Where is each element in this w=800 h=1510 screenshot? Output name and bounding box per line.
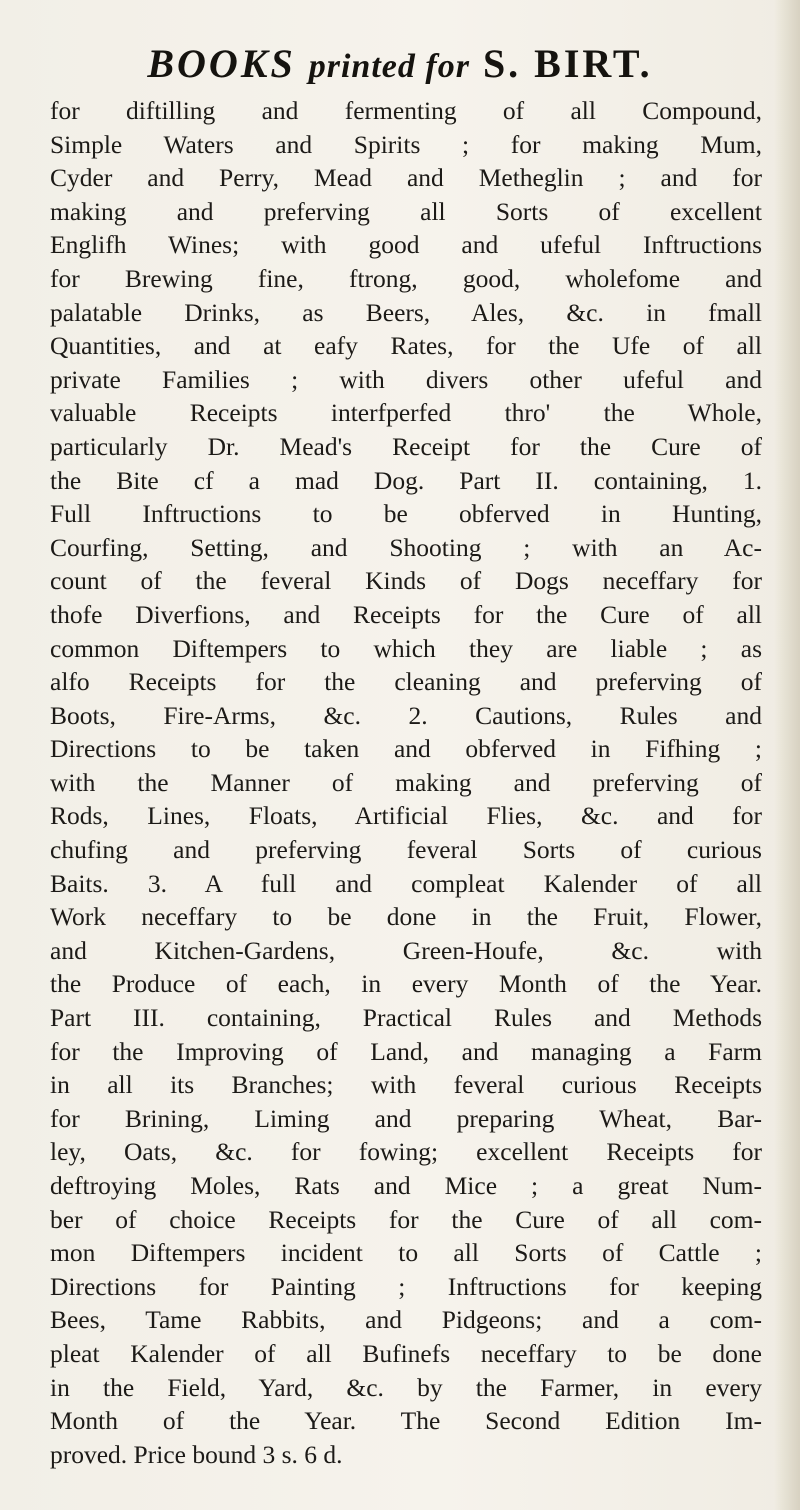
text-line: Boots, Fire-Arms, &c. 2. Cautions, Rules and — [50, 700, 762, 730]
text-line: Directions to be taken and obferved in Fifhing ; — [50, 734, 762, 764]
text-line: for Brewing fine, ftrong, good, wholefome and — [50, 263, 762, 293]
text-line: Courfing, Setting, and Shooting ; with an Ac- — [50, 532, 762, 562]
text-line: and Kitchen-Gardens, Green-Houfe, &c. with — [50, 935, 762, 965]
text-line: palatable Drinks, as Beers, Ales, &c. in fmall — [50, 297, 762, 327]
text-line: the Produce of each, in every Month of the Year. — [50, 969, 762, 999]
text-line: valuable Receipts interfperfed thro' the Whole, — [50, 398, 762, 428]
text-line-price: proved. Price bound 3 s. 6 d. — [50, 1439, 343, 1469]
text-line: Cyder and Perry, Mead and Metheglin ; and for — [50, 163, 762, 193]
header-books: BOOKS — [147, 41, 296, 86]
text-line: Work neceffary to be done in the Fruit, Flower, — [50, 902, 762, 932]
advertisement-text — [50, 94, 762, 1471]
text-line: for the Improving of Land, and managing a Farm — [50, 1036, 762, 1066]
text-line: deftroying Moles, Rats and Mice ; a great Num- — [50, 1171, 762, 1200]
header-printer: S. BIRT. — [482, 41, 653, 86]
text-line: Directions for Painting ; Inftructions for keeping — [50, 1271, 762, 1301]
header-printed-for: printed for — [308, 48, 470, 85]
text-line: Quantities, and at eafy Rates, for the Ufe of all — [50, 331, 762, 361]
text-line: private Families ; with divers other ufeful and — [50, 364, 762, 394]
text-line: count of the feveral Kinds of Dogs neceffary for — [50, 566, 762, 596]
text-line: with the Manner of making and preferving of — [50, 767, 762, 797]
text-line: ber of choice Receipts for the Cure of all com- — [50, 1204, 762, 1234]
text-line: for diftilling and fermenting of all Compound, — [50, 96, 762, 125]
text-line: Full Inftructions to be obferved in Hunting, — [50, 499, 762, 529]
text-line: common Diftempers to which they are liable ; as — [50, 633, 762, 663]
text-line: for Brining, Liming and preparing Wheat, Bar- — [50, 1103, 762, 1133]
text-line: Simple Waters and Spirits ; for making Mum, — [50, 129, 762, 159]
text-line: in the Field, Yard, &c. by the Farmer, in every — [50, 1372, 762, 1402]
text-line: Part III. containing, Practical Rules and Methods — [50, 1003, 762, 1033]
text-line: Rods, Lines, Floats, Artificial Flies, &c. and for — [50, 801, 762, 831]
page-edge-shadow — [774, 0, 800, 1510]
text-line: Baits. 3. A full and compleat Kalender of all — [50, 868, 762, 898]
text-line: the Bite cf a mad Dog. Part II. containing, 1. — [50, 465, 762, 495]
text-line: mon Diftempers incident to all Sorts of Cattle ; — [50, 1238, 762, 1268]
text-line: alfo Receipts for the cleaning and preferving of — [50, 667, 762, 697]
text-line: Month of the Year. The Second Edition Im- — [50, 1406, 762, 1436]
text-line: in all its Branches; with feveral curious Receipts — [50, 1070, 762, 1100]
text-line: Englifh Wines; with good and ufeful Inftructions — [50, 230, 762, 260]
text-line: thofe Diverfions, and Receipts for the Cure of all — [50, 599, 762, 629]
text-line: chufing and preferving feveral Sorts of curious — [50, 835, 762, 865]
text-line: making and preferving all Sorts of excellent — [50, 196, 762, 226]
page-header — [0, 40, 800, 87]
text-line: ley, Oats, &c. for fowing; excellent Receipts for — [50, 1137, 762, 1167]
text-line: particularly Dr. Mead's Receipt for the Cure of — [50, 431, 762, 461]
text-line: Bees, Tame Rabbits, and Pidgeons; and a com- — [50, 1305, 762, 1335]
text-line: pleat Kalender of all Bufinefs neceffary to be done — [50, 1338, 762, 1368]
